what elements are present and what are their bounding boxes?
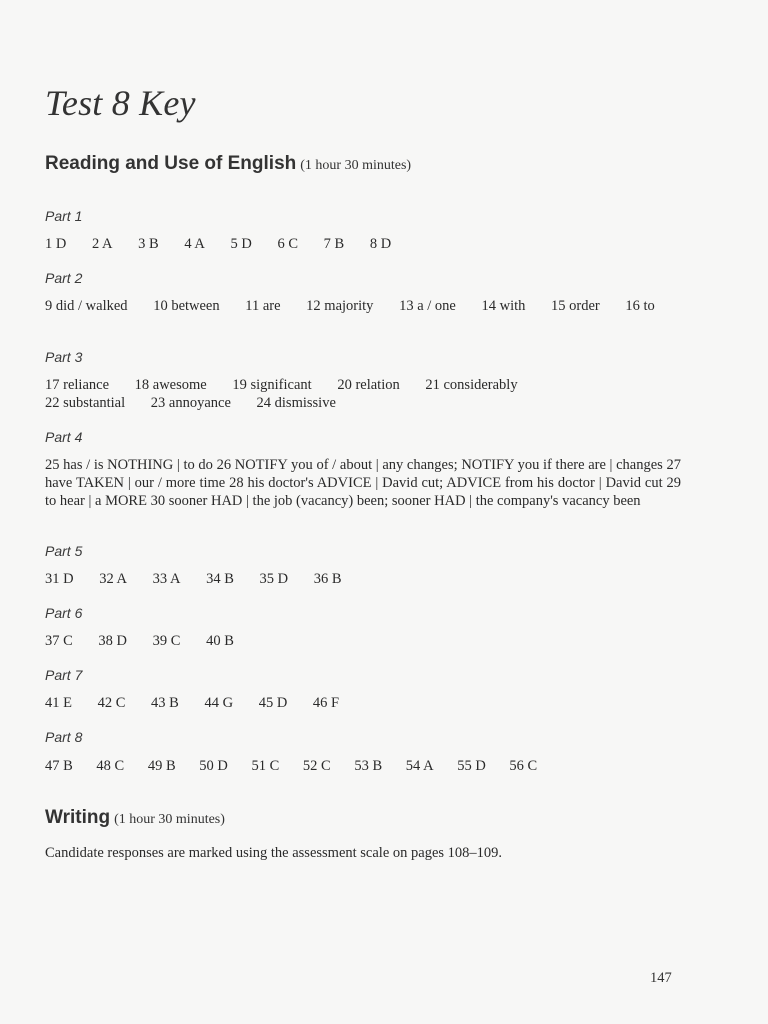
answer-item: 43 B [151,695,179,711]
answer-item: 18 awesome [134,377,207,393]
answer-item: 32 A [99,571,128,587]
part-1-label: Part 1 [45,208,83,224]
answer-item: 50 D [199,758,228,774]
answer-item: 48 C [96,758,125,774]
answer-item: 1 D [45,236,67,252]
reading-section-heading [45,153,411,175]
writing-description: Candidate responses are marked using the assessment scale on pages 108–109. [45,845,503,861]
part-2-answers [45,297,685,315]
answer-item: 42 C [97,695,126,711]
answer-item: 47 B [45,758,73,774]
answer-item: 34 B [206,571,234,587]
answer-item: 9 did / walked [45,298,128,314]
answer-item: 51 C [251,758,280,774]
answer-item: 40 B [206,633,234,649]
part-2-label: Part 2 [45,270,83,286]
answer-item: 38 D [98,633,128,649]
answer-item: 23 annoyance [150,395,231,411]
answer-item: 44 G [204,695,234,711]
answer-item: 52 C [302,758,331,774]
answer-item: 19 significant [232,377,312,393]
answer-item: 37 C [45,633,73,649]
answer-item: 15 order [551,298,600,314]
writing-heading: Writing [45,807,111,828]
answer-item: 7 B [323,236,345,252]
answer-item: 20 relation [337,377,400,393]
answer-item: 24 dismissive [256,395,336,411]
answer-item: 56 C [509,758,538,774]
answer-item: 49 B [147,758,176,774]
part-3-answers [45,376,605,412]
answer-item: 35 D [259,571,289,587]
answer-item: 6 C [277,236,299,252]
answer-item: 2 A [91,236,113,252]
answer-item: 16 to [625,298,655,314]
reading-heading: Reading and Use of English [45,153,297,174]
answer-item: 5 D [230,236,252,252]
answer-item: 55 D [457,758,486,774]
answer-item: 54 A [405,758,434,774]
answer-item: 36 B [313,571,342,587]
part-5-label: Part 5 [45,543,83,559]
answer-item: 13 a / one [399,298,456,314]
part-7-answers [45,694,685,712]
part-8-answers [45,757,705,775]
part-7-label: Part 7 [45,667,83,683]
answer-item: 46 F [312,695,340,711]
answer-item: 53 B [354,758,383,774]
answer-item: 14 with [481,298,526,314]
part-5-answers [45,570,685,588]
writing-duration: (1 hour 30 minutes) [114,812,225,827]
answer-item: 8 D [369,236,392,252]
answer-item: 21 considerably [425,377,518,393]
answer-item: 33 A [152,571,181,587]
part-6-label: Part 6 [45,605,83,621]
answer-item: 11 are [245,298,281,314]
part-3-label: Part 3 [45,349,83,365]
answer-item: 4 A [184,236,205,252]
answer-item: 22 substantial [45,395,126,411]
answer-item: 10 between [153,298,220,314]
page-number: 147 [650,970,672,986]
answer-item: 12 majority [306,298,374,314]
part-6-answers [45,632,685,650]
part-4-label: Part 4 [45,429,83,445]
answer-item: 31 D [45,571,74,587]
answer-item: 17 reliance [45,377,110,393]
reading-duration: (1 hour 30 minutes) [300,158,412,173]
part-4-text: 25 has / is NOTHING | to do 26 NOTIFY you of / about | any changes; NOTIFY you if there are | changes 27 have TAKEN | our / more time 28 his doctor's ADVICE | David cut; ADVICE from his doctor | David cut 29 to hear | a MORE 30 sooner HAD | the job (vacancy) been; sooner HAD | the company's vacancy been [45,457,681,509]
answer-item: 39 C [152,633,181,649]
writing-section-heading [45,807,225,829]
page-title: Test 8 Key [45,83,196,123]
answer-item: 3 B [138,236,159,252]
answer-item: 41 E [45,695,72,711]
part-1-answers [45,235,685,253]
answer-item: 45 D [258,695,288,711]
part-8-label: Part 8 [45,729,83,745]
